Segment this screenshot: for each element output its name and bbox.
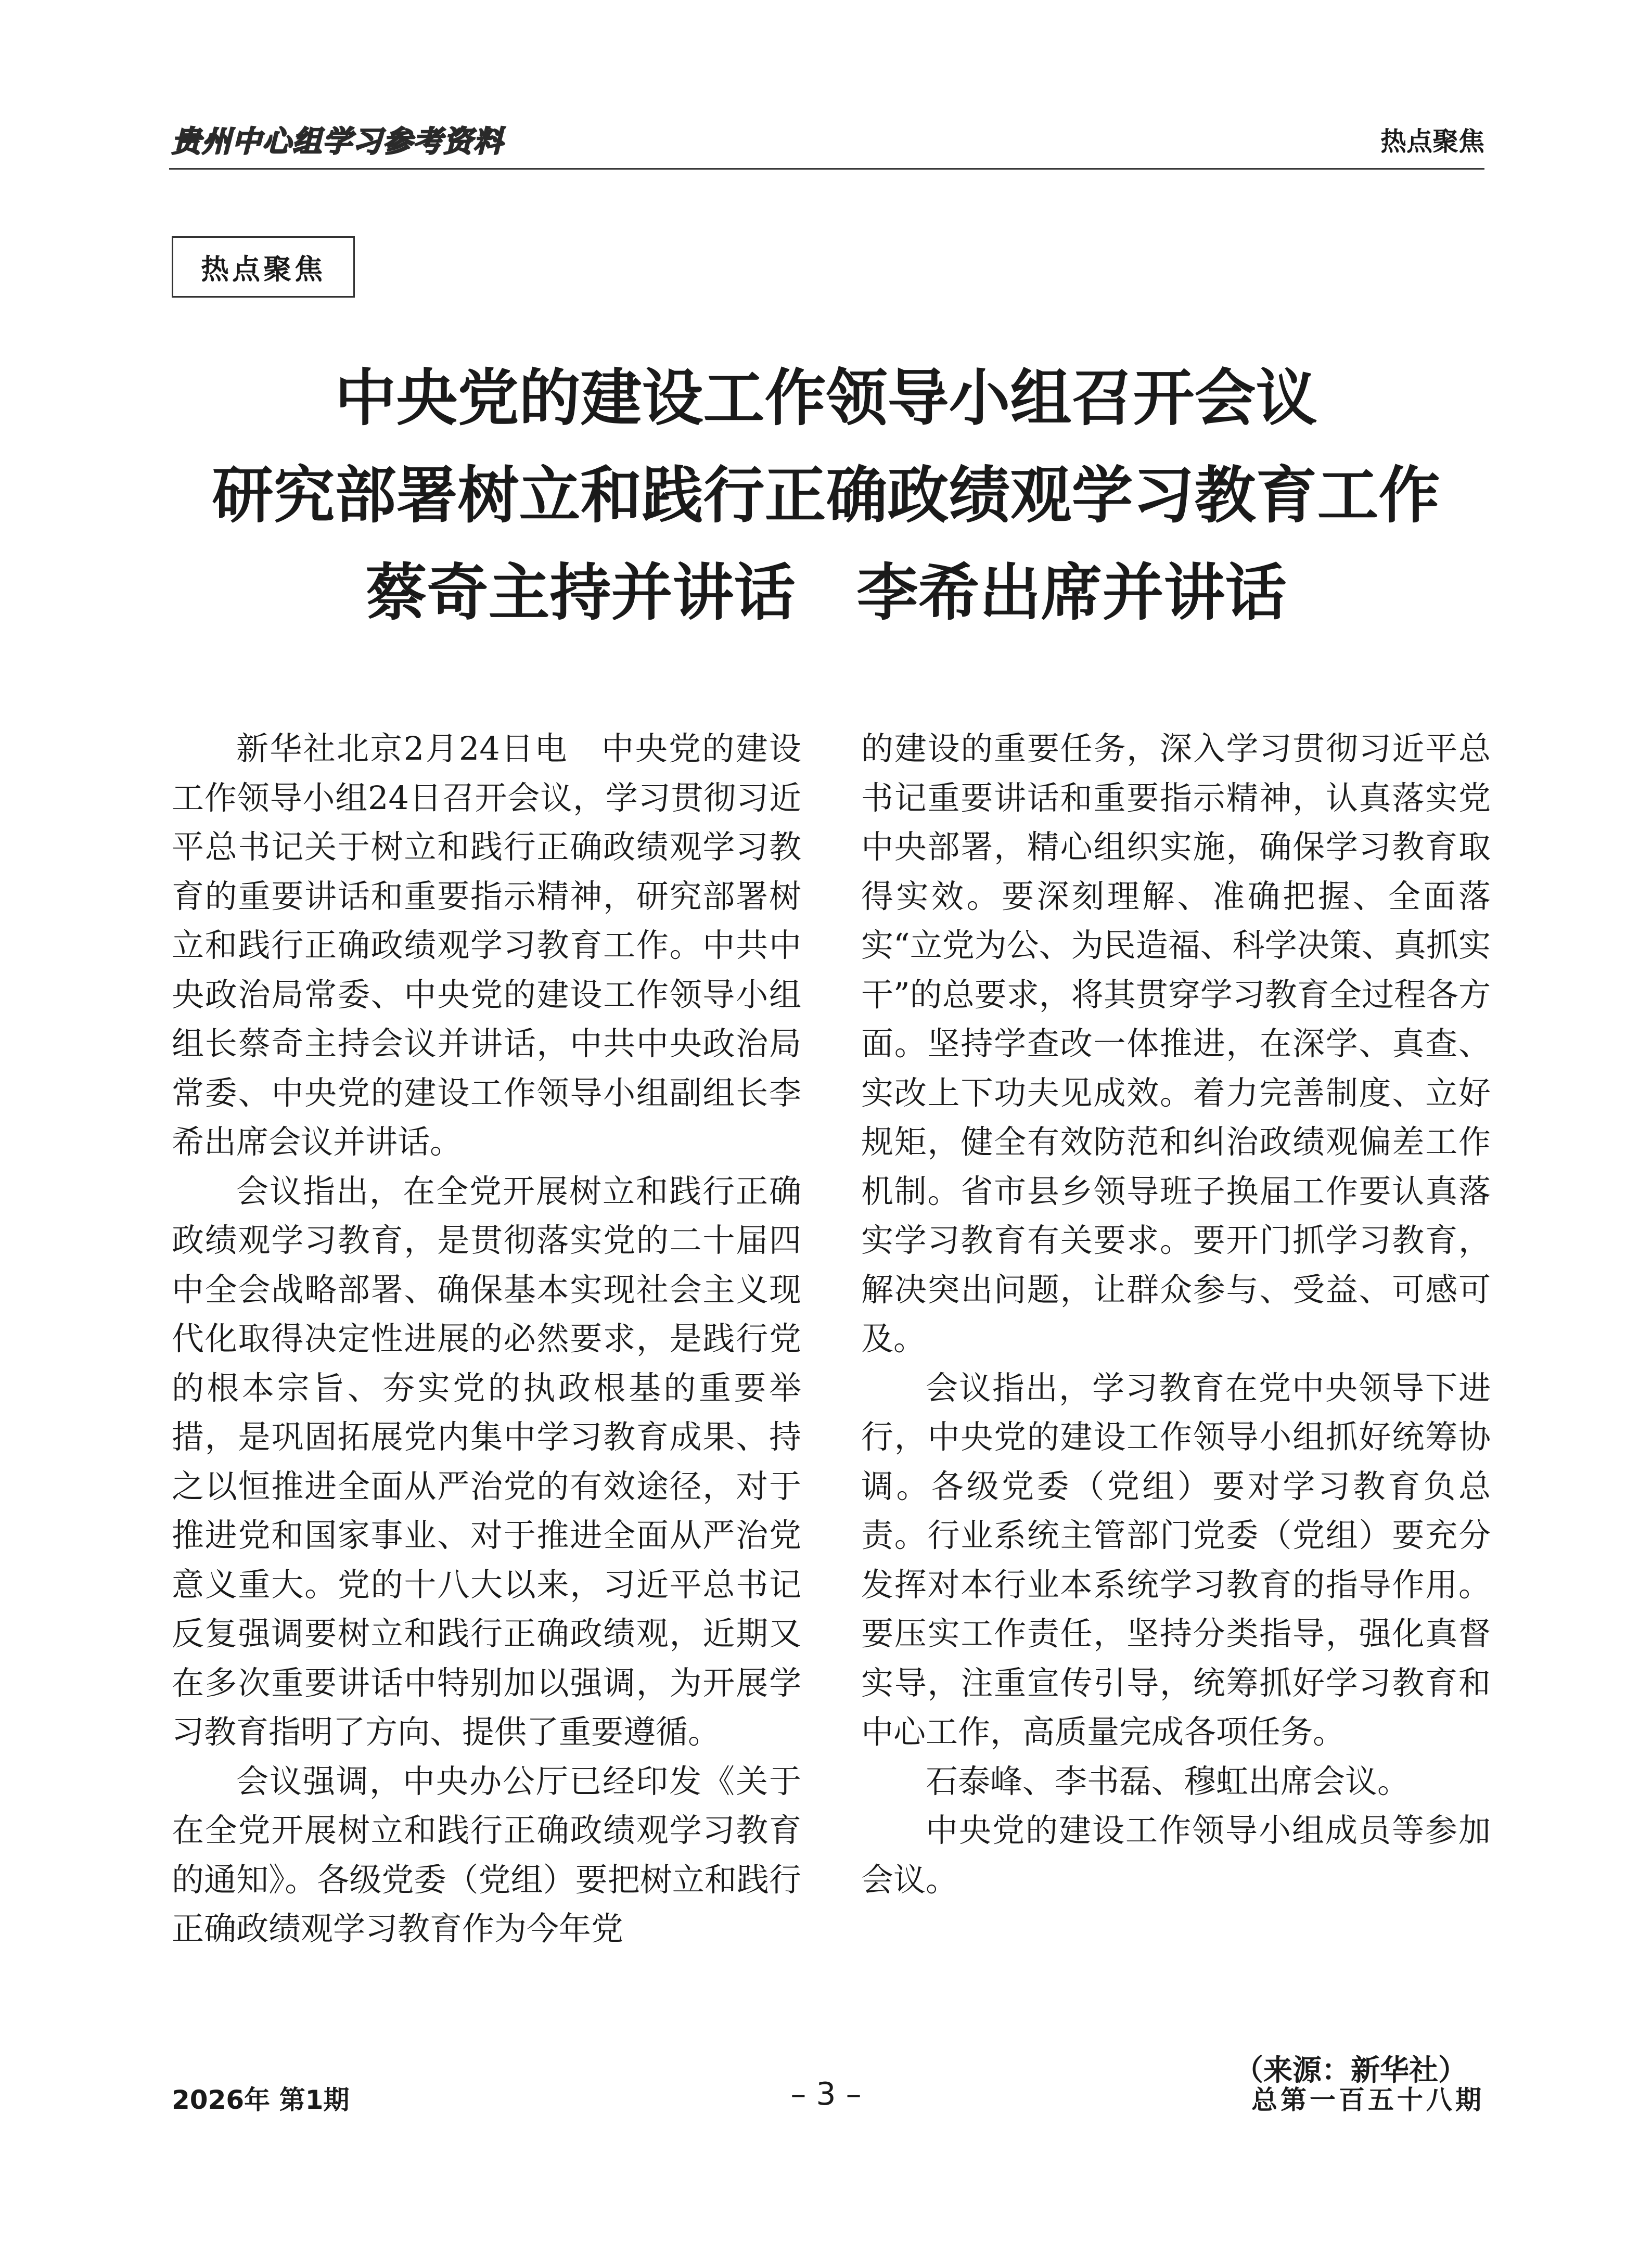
publication-name: 贵州中心组学习参考资料 [172,125,504,159]
headline-line-1: 中央党的建设工作领导小组召开会议 [335,362,1317,434]
article-paragraph: 中央党的建设工作领导小组成员等参加会议。 [861,1811,1491,1899]
headline-line-3 [0,557,1652,629]
article-paragraph: 石泰峰、李书磊、穆虹出席会议。 [926,1762,1410,1800]
article-paragraph: 会议指出，学习教育在党中央领导下进行，中央党的建设工作领导小组抓好统筹协调。各级党委（党组）要对学习教育负总责。行业系统主管部门党委（党组）要充分发挥对本行业本系统学习教育的指导作用。要压实工作责任，坚持分类指导，强化真督实导，注重宣传引导，统筹抓好学习教育和中心工作，高质量完成各项任务。 [861,1368,1491,1751]
article-column-right [861,724,1491,1904]
article-source: （来源：新华社） [1234,2054,1467,2087]
article-column-left [172,724,801,1954]
page-number: – 3 – [790,2076,862,2112]
article-paragraph-continued: 的建设的重要任务，深入学习贯彻习近平总书记重要讲话和重要指示精神，认真落实党中央部署，精心组织实施，确保学习教育取得实效。要深刻理解、准确把握、全面落实“立党为公、为民造福、科学决策、真抓实干”的总要求，将其贯穿学习教育全过程各方面。坚持学查改一体推进，在深学、真查、实改上下功夫见成效。着力完善制度、立好规矩，健全有效防范和纠治政绩观偏差工作机制。省市县乡领导班子换届工作要认真落实学习教育有关要求。要开门抓学习教育，解决突出问题，让群众参与、受益、可感可及。 [861,729,1491,1357]
footer-total-issue: 总第一百五十八期 [1251,2085,1484,2115]
article-paragraph: 会议指出，在全党开展树立和践行正确政绩观学习教育，是贯彻落实党的二十届四中全会战略部署、确保基本实现社会主义现代化取得决定性进展的必然要求，是践行党的根本宗旨、夯实党的执政根基的重要举措，是巩固拓展党内集中学习教育成果、持之以恒推进全面从严治党的有效途径，对于推进党和国家事业、对于推进全面从严治党意义重大。党的十八大以来，习近平总书记反复强调要树立和践行正确政绩观，近期又在多次重要讲话中特别加以强调，为开展学习教育指明了方向、提供了重要遵循。 [172,1172,801,1751]
headline-line-2: 研究部署树立和践行正确政绩观学习教育工作 [212,459,1440,531]
header-section-name: 热点聚焦 [1380,126,1484,157]
headline-line-3-part-1: 蔡奇主持并讲话 [365,557,796,629]
article-paragraph: 新华社北京2月24日电 中央党的建设工作领导小组24日召开会议，学习贯彻习近平总书记关于树立和践行正确政绩观学习教育的重要讲话和重要指示精神，研究部署树立和践行正确政绩观学习教育工作。中共中央政治局常委、中央党的建设工作领导小组组长蔡奇主持会议并讲话，中共中央政治局常委、中央党的建设工作领导小组副组长李希出席会议并讲话。 [172,729,801,1161]
section-tag: 热点聚焦 [172,236,355,298]
headline-line-3-part-2: 李希出席并讲话 [856,557,1287,629]
article-paragraph: 会议强调，中央办公厅已经印发《关于在全党开展树立和践行正确政绩观学习教育的通知》。各级党委（党组）要把树立和践行正确政绩观学习教育作为今年党 [172,1762,801,1948]
header-divider [169,168,1484,170]
footer-issue: 2026年 第1期 [172,2085,350,2115]
